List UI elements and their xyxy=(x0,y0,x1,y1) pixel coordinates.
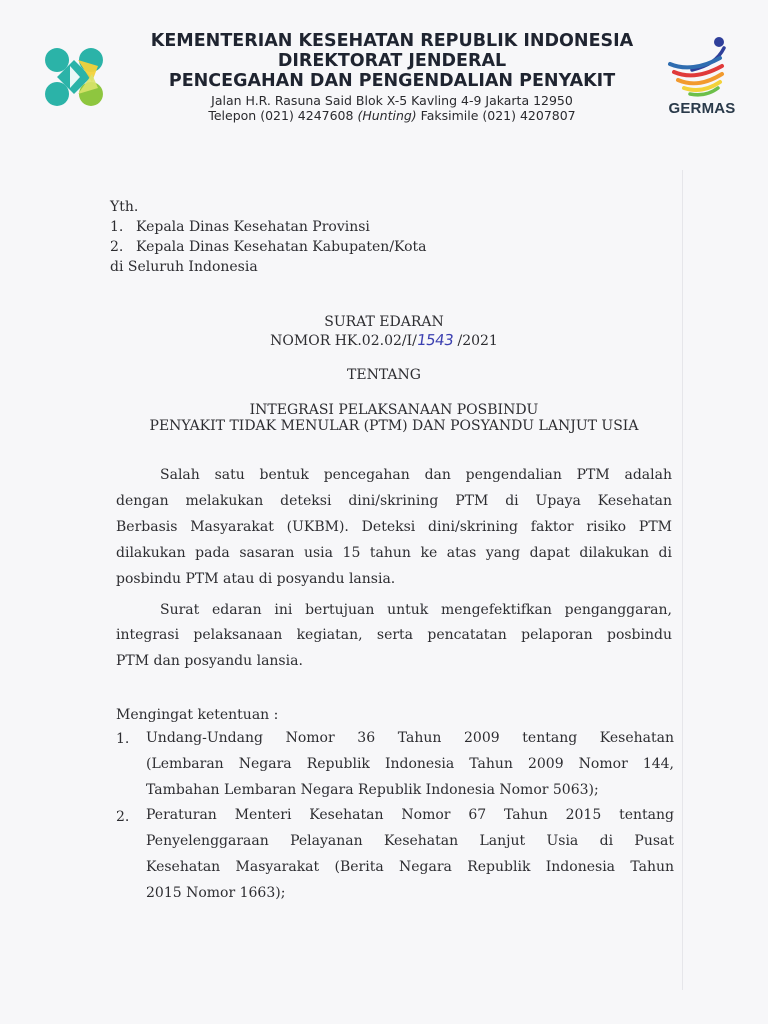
ketentuan-2-line-3: Kesehatan Masyarakat (Berita Negara Republik Indonesia Tahun xyxy=(146,859,674,875)
paragraph-1-line-3: Berbasis Masyarakat (UKBM). Deteksi dini/skrining faktor risiko PTM xyxy=(116,519,672,535)
ketentuan-1-num: 1. xyxy=(116,731,130,747)
ketentuan-1-line-3: Tambahan Lembaran Negara Republik Indonesia Nomor 5063); xyxy=(146,782,599,798)
handwritten-number: 1543 xyxy=(415,331,455,349)
letter-number xyxy=(0,331,768,350)
letter-number-suffix: /2021 xyxy=(453,333,498,349)
paragraph-1-line-1: Salah satu bentuk pencegahan dan pengendalian PTM adalah xyxy=(160,467,672,483)
recipient-location: di Seluruh Indonesia xyxy=(110,259,258,275)
letterhead-fax: Faksimile (021) 4207807 xyxy=(420,108,576,123)
paragraph-1-line-2: dengan melakukan deteksi dini/skrining PTM di Upaya Kesehatan xyxy=(116,493,672,509)
recipient-2-num: 2. xyxy=(110,239,124,255)
letter-number-prefix: NOMOR HK.02.02/I/ xyxy=(270,333,417,349)
mengingat-label: Mengingat ketentuan : xyxy=(116,707,279,723)
letter-title: SURAT EDARAN xyxy=(324,314,444,330)
ketentuan-2-line-2: Penyelenggaraan Pelayanan Kesehatan Lanjut Usia di Pusat xyxy=(146,833,674,849)
tentang-label: TENTANG xyxy=(347,367,421,383)
paragraph-2-line-2: integrasi pelaksanaan kegiatan, serta pencatatan pelaporan posbindu xyxy=(116,627,672,643)
paragraph-1-line-4: dilakukan pada sasaran usia 15 tahun ke atas yang dapat dilakukan di xyxy=(116,545,672,561)
paragraph-1-line-5: posbindu PTM atau di posyandu lansia. xyxy=(116,571,396,587)
scan-edge-divider xyxy=(682,170,683,990)
ketentuan-2-line-4: 2015 Nomor 1663); xyxy=(146,885,286,901)
letterhead-division: PENCEGAHAN DAN PENGENDALIAN PENYAKIT xyxy=(168,71,616,91)
letterhead-address: Jalan H.R. Rasuna Said Blok X-5 Kavling 4-9 Jakarta 12950 xyxy=(211,93,573,108)
recipient-1-num: 1. xyxy=(110,219,124,235)
letterhead-phone: Telepon (021) 4247608 xyxy=(208,108,354,123)
ketentuan-1-line-1: Undang-Undang Nomor 36 Tahun 2009 tentang Kesehatan xyxy=(146,730,674,746)
ketentuan-1-line-2: (Lembaran Negara Republik Indonesia Tahun 2009 Nomor 144, xyxy=(146,756,674,772)
letterhead-directorate: DIREKTORAT JENDERAL xyxy=(277,51,507,71)
ketentuan-2-line-1: Peraturan Menteri Kesehatan Nomor 67 Tahun 2015 tentang xyxy=(146,807,674,823)
subject-line-2: PENYAKIT TIDAK MENULAR (PTM) DAN POSYANDU LANJUT USIA xyxy=(149,418,639,434)
subject-line-1: INTEGRASI PELAKSANAAN POSBINDU xyxy=(249,402,539,418)
paragraph-2-line-1: Surat edaran ini bertujuan untuk mengefektifkan penganggaran, xyxy=(160,602,672,618)
recipient-1: Kepala Dinas Kesehatan Provinsi xyxy=(136,219,370,235)
recipient-2: Kepala Dinas Kesehatan Kabupaten/Kota xyxy=(136,239,427,255)
kemenkes-logo-icon xyxy=(34,38,114,116)
ketentuan-2-num: 2. xyxy=(116,809,130,825)
paragraph-2-line-3: PTM dan posyandu lansia. xyxy=(116,653,303,669)
letterhead-ministry: KEMENTERIAN KESEHATAN REPUBLIK INDONESIA xyxy=(150,31,634,51)
germas-label: GERMAS xyxy=(668,100,736,117)
letterhead-contact xyxy=(132,108,652,123)
salutation: Yth. xyxy=(110,199,139,215)
letterhead-hunting: (Hunting) xyxy=(357,108,417,123)
